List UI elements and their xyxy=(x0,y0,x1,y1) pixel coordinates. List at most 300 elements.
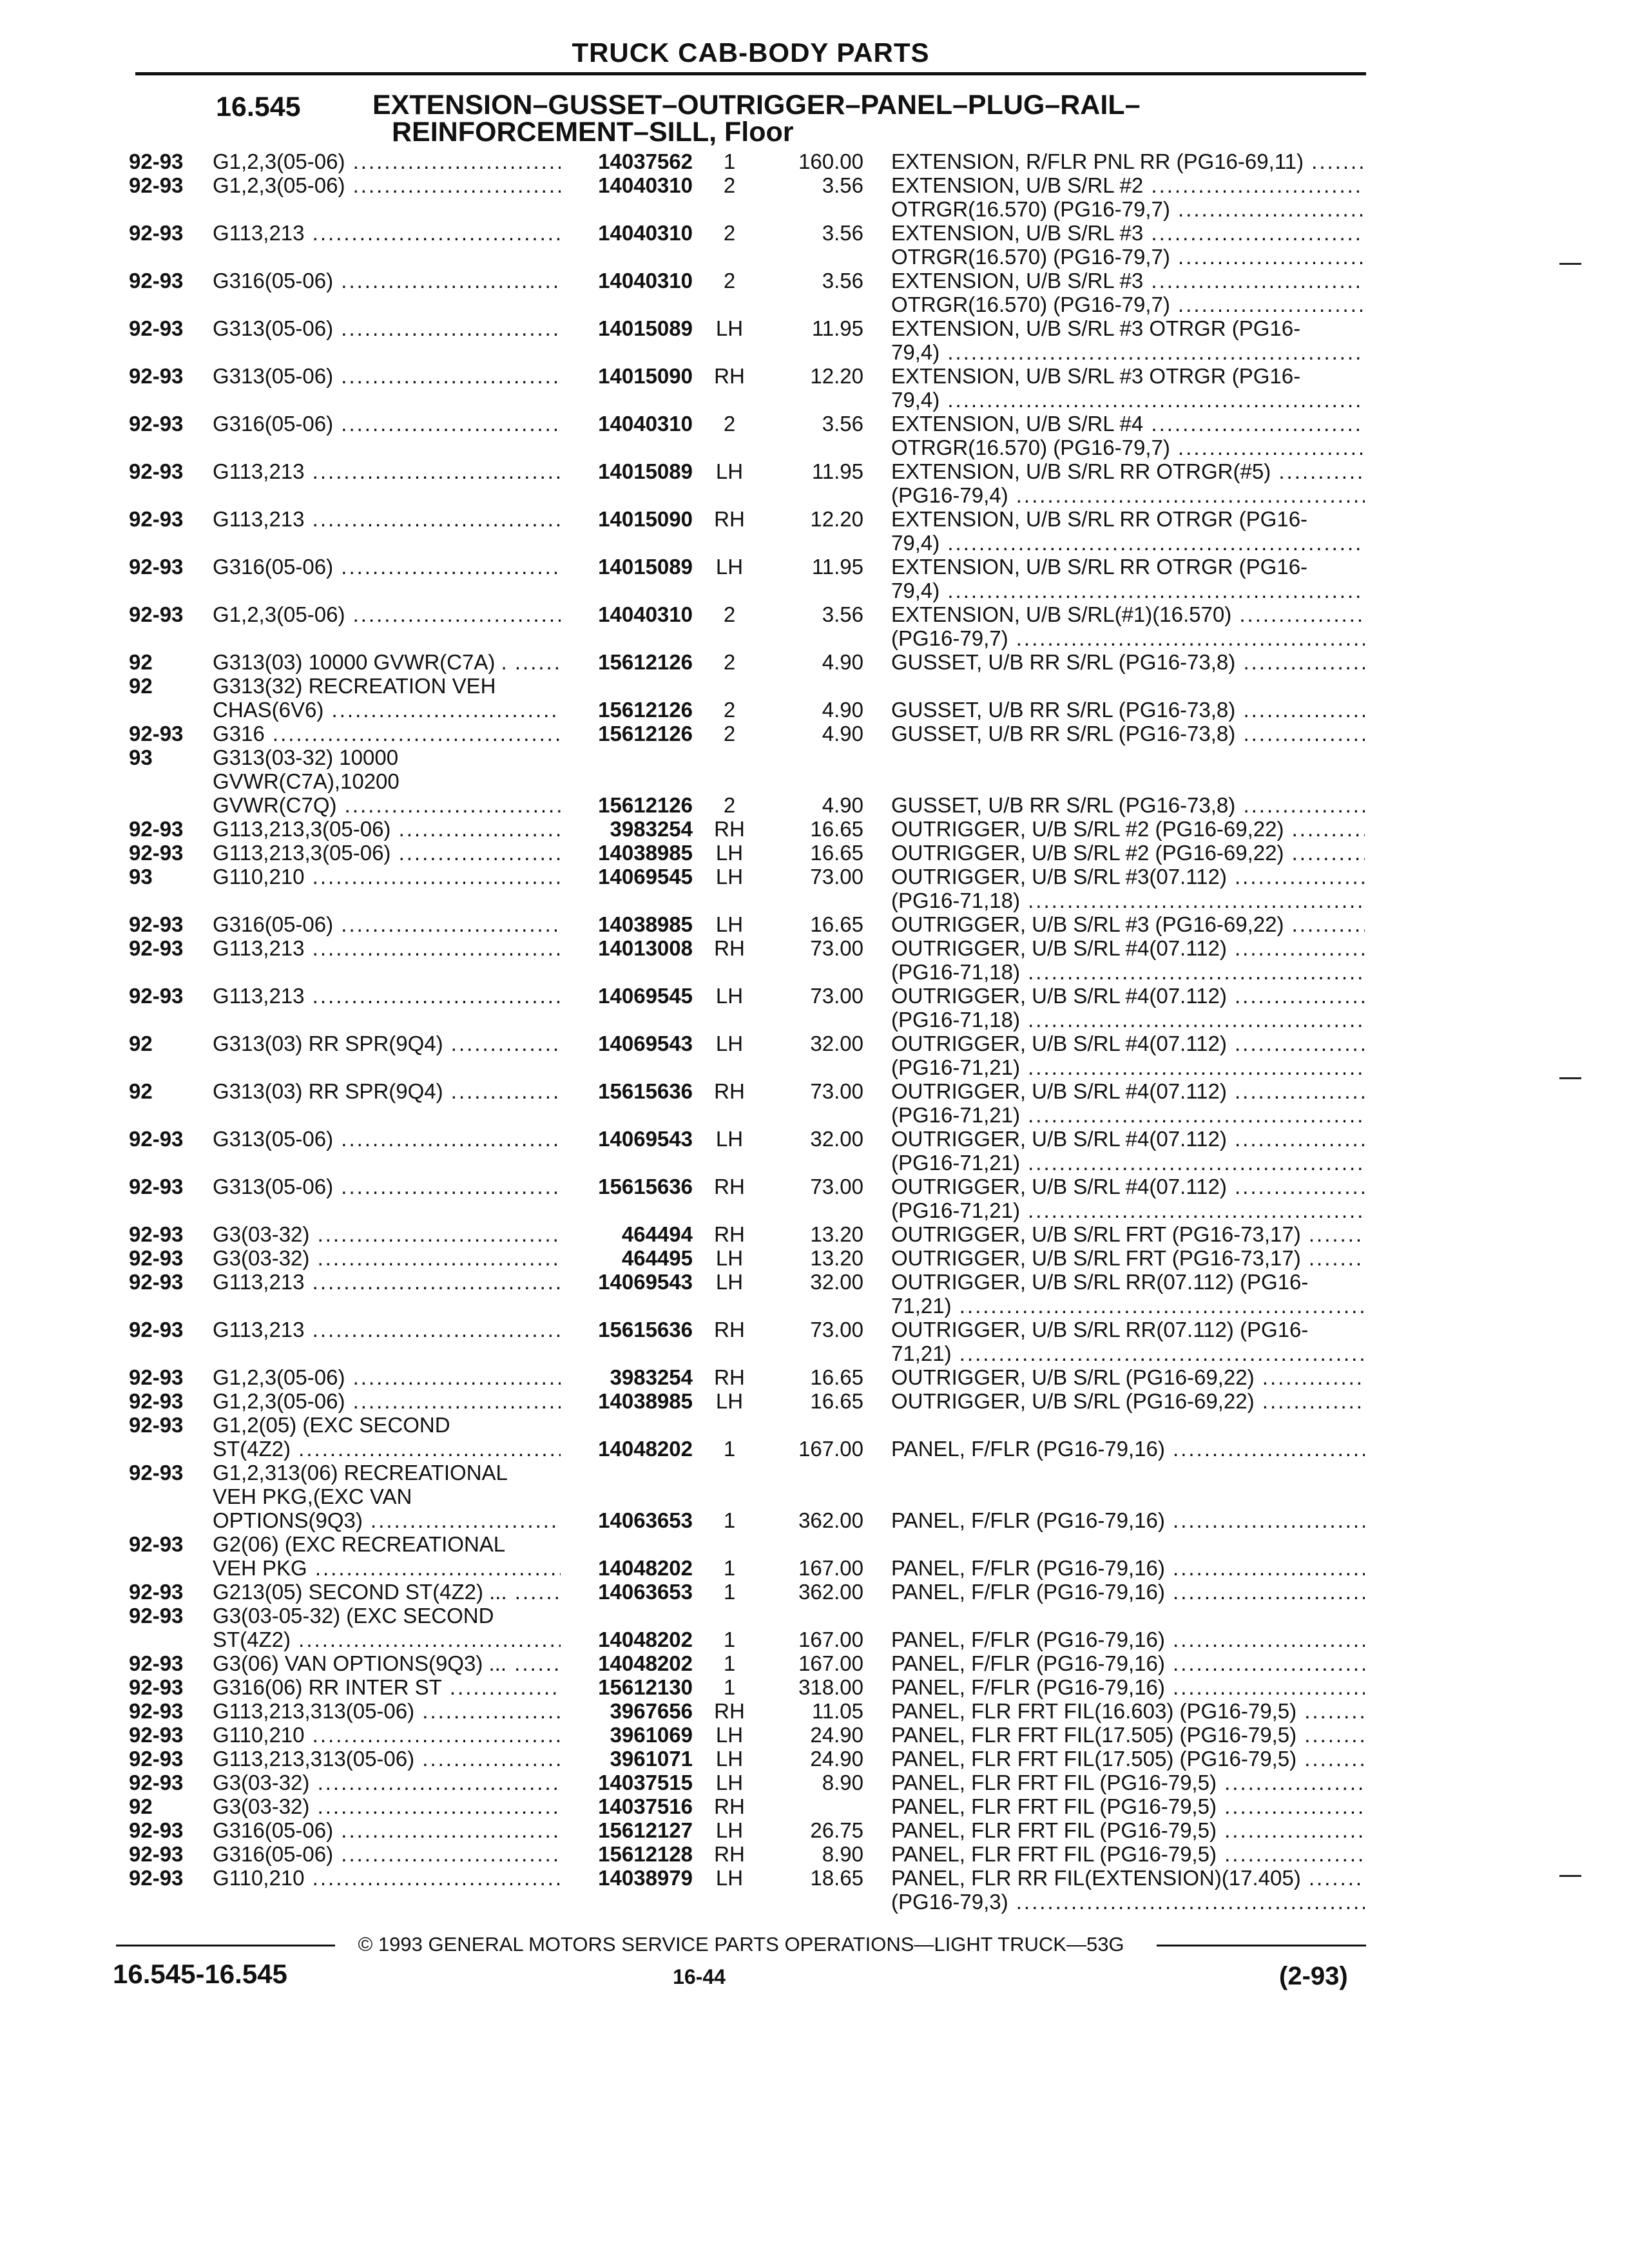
table-row xyxy=(0,1604,1629,1628)
table-row xyxy=(0,745,1629,769)
table-row xyxy=(0,388,1629,412)
row-part-number: 14038985 xyxy=(598,841,693,865)
row-description: PANEL, FLR FRT FIL(17.505) (PG16-79,5) ..... xyxy=(891,1723,1365,1747)
row-description: (PG16-79,3) ..... xyxy=(891,1890,1365,1914)
row-description: EXTENSION, U/B S/RL RR OTRGR (PG16- xyxy=(891,507,1308,531)
row-description: PANEL, FLR FRT FIL(16.603) (PG16-79,5) ..... xyxy=(891,1699,1365,1723)
section-number: 16.545 xyxy=(216,91,301,122)
row-year: 92-93 xyxy=(129,912,184,936)
row-description: (PG16-71,18) ..... xyxy=(891,960,1365,984)
row-description: OUTRIGGER, U/B S/RL FRT (PG16-73,17) ..... xyxy=(891,1246,1365,1270)
row-year: 92-93 xyxy=(129,841,184,865)
row-year: 92-93 xyxy=(129,149,184,173)
row-part-number: 15615636 xyxy=(598,1318,693,1341)
row-description: OUTRIGGER, U/B S/RL RR(07.112) (PG16- xyxy=(891,1270,1309,1294)
row-part-number: 14069543 xyxy=(598,1270,693,1294)
row-model: G110,210 ..... xyxy=(213,865,561,889)
table-row xyxy=(0,1175,1629,1198)
row-quantity: LH xyxy=(715,1866,744,1890)
row-description: PANEL, F/FLR (PG16-79,16) ..... xyxy=(891,1437,1365,1461)
row-description: GUSSET, U/B RR S/RL (PG16-73,8) ..... xyxy=(891,698,1365,722)
table-row xyxy=(0,1294,1629,1318)
section-title xyxy=(372,91,1141,146)
row-quantity: 1 xyxy=(723,1556,736,1580)
table-row xyxy=(0,293,1629,316)
row-description: OUTRIGGER, U/B S/RL FRT (PG16-73,17) ..... xyxy=(891,1222,1365,1246)
row-model: G313(03) RR SPR(9Q4) ..... xyxy=(213,1079,561,1103)
row-description: EXTENSION, U/B S/RL #2 ..... xyxy=(891,173,1365,197)
row-model: G110,210 ..... xyxy=(213,1723,561,1747)
row-year: 92-93 xyxy=(129,1580,184,1604)
row-part-number: 15612126 xyxy=(598,698,693,722)
row-description: OUTRIGGER, U/B S/RL #2 (PG16-69,22) ..... xyxy=(891,841,1365,865)
row-price: 160.00 xyxy=(798,149,863,173)
footer-copyright: © 1993 GENERAL MOTORS SERVICE PARTS OPERATIONS—LIGHT TRUCK—53G xyxy=(358,1933,1124,1956)
row-model: OPTIONS(9Q3) ..... xyxy=(213,1508,561,1532)
table-row xyxy=(0,865,1629,889)
row-quantity: 1 xyxy=(723,1675,736,1699)
row-quantity: LH xyxy=(715,984,744,1008)
row-part-number: 14038979 xyxy=(598,1866,693,1890)
row-part-number: 15612127 xyxy=(598,1818,693,1842)
row-description: OTRGR(16.570) (PG16-79,7) ..... xyxy=(891,436,1365,459)
row-price: 16.65 xyxy=(810,817,863,841)
row-part-number: 14015089 xyxy=(598,459,693,483)
row-price: 11.95 xyxy=(811,459,863,483)
row-model: G316(05-06) ..... xyxy=(213,1842,561,1866)
row-model: GVWR(C7A),10200 xyxy=(213,769,400,793)
row-description: EXTENSION, R/FLR PNL RR (PG16-69,11) ..... xyxy=(891,149,1365,173)
row-part-number: 15612130 xyxy=(598,1675,693,1699)
row-price: 11.95 xyxy=(811,555,863,579)
row-description: OUTRIGGER, U/B S/RL #3 (PG16-69,22) ..... xyxy=(891,912,1365,936)
row-model: G313(03) 10000 GVWR(C7A) . ..... xyxy=(213,650,561,674)
row-model: G3(03-05-32) (EXC SECOND xyxy=(213,1604,494,1628)
row-part-number: 14040310 xyxy=(598,173,693,197)
row-year: 92-93 xyxy=(129,555,184,579)
row-quantity: RH xyxy=(714,1842,745,1866)
row-quantity: LH xyxy=(715,1771,744,1794)
table-row xyxy=(0,1723,1629,1747)
row-year: 92 xyxy=(129,1079,153,1103)
row-description: PANEL, FLR FRT FIL (PG16-79,5) ..... xyxy=(891,1771,1365,1794)
row-quantity: LH xyxy=(715,912,744,936)
row-part-number: 464495 xyxy=(621,1246,693,1270)
row-model: G313(05-06) ..... xyxy=(213,316,561,340)
row-description: (PG16-71,21) ..... xyxy=(891,1103,1365,1127)
row-part-number: 3967656 xyxy=(610,1699,693,1723)
row-model: G113,213 ..... xyxy=(213,1318,561,1341)
row-year: 92-93 xyxy=(129,1747,184,1771)
row-part-number: 14015090 xyxy=(598,364,693,388)
row-year: 92-93 xyxy=(129,364,184,388)
row-year: 92-93 xyxy=(129,1270,184,1294)
row-description: OTRGR(16.570) (PG16-79,7) ..... xyxy=(891,293,1365,316)
table-row xyxy=(0,1222,1629,1246)
row-price: 167.00 xyxy=(798,1628,863,1651)
table-row xyxy=(0,245,1629,269)
row-price: 3.56 xyxy=(822,412,863,436)
table-row xyxy=(0,769,1629,793)
row-description: PANEL, FLR FRT FIL (PG16-79,5) ..... xyxy=(891,1794,1365,1818)
table-row xyxy=(0,1771,1629,1794)
row-price: 16.65 xyxy=(810,841,863,865)
row-price: 26.75 xyxy=(810,1818,863,1842)
row-part-number: 14040310 xyxy=(598,602,693,626)
table-row xyxy=(0,269,1629,293)
table-row xyxy=(0,1437,1629,1461)
row-quantity: 1 xyxy=(723,1437,736,1461)
row-description: OUTRIGGER, U/B S/RL #3(07.112) ..... xyxy=(891,865,1365,889)
row-model: ST(4Z2) ..... xyxy=(213,1628,561,1651)
row-quantity: RH xyxy=(714,1365,745,1389)
row-model: G313(03) RR SPR(9Q4) ..... xyxy=(213,1032,561,1055)
row-price: 4.90 xyxy=(822,793,863,817)
row-quantity: LH xyxy=(715,1747,744,1771)
row-description: EXTENSION, U/B S/RL RR OTRGR (PG16- xyxy=(891,555,1308,579)
row-price: 11.05 xyxy=(811,1699,863,1723)
row-description: EXTENSION, U/B S/RL #3 OTRGR (PG16- xyxy=(891,316,1301,340)
row-part-number: 14048202 xyxy=(598,1437,693,1461)
table-row xyxy=(0,1461,1629,1485)
row-part-number: 14048202 xyxy=(598,1651,693,1675)
table-row xyxy=(0,555,1629,579)
row-price: 73.00 xyxy=(810,865,863,889)
row-price: 167.00 xyxy=(798,1556,863,1580)
row-quantity: 2 xyxy=(723,698,736,722)
row-part-number: 14048202 xyxy=(598,1556,693,1580)
row-model: G313(05-06) ..... xyxy=(213,1127,561,1151)
row-quantity: 2 xyxy=(723,722,736,745)
row-part-number: 14015089 xyxy=(598,555,693,579)
header-rule xyxy=(135,72,1366,75)
row-quantity: RH xyxy=(714,1222,745,1246)
row-year: 92-93 xyxy=(129,1246,184,1270)
row-quantity: LH xyxy=(715,1389,744,1413)
table-row xyxy=(0,602,1629,626)
row-model: G113,213,313(05-06) ..... xyxy=(213,1747,561,1771)
table-row xyxy=(0,1079,1629,1103)
table-row xyxy=(0,1580,1629,1604)
row-year: 92 xyxy=(129,1032,153,1055)
row-model: G316(05-06) ..... xyxy=(213,412,561,436)
row-description: PANEL, F/FLR (PG16-79,16) ..... xyxy=(891,1508,1365,1532)
row-year: 92-93 xyxy=(129,459,184,483)
table-row xyxy=(0,1198,1629,1222)
row-year: 92 xyxy=(129,674,153,698)
row-part-number: 3983254 xyxy=(610,1365,693,1389)
row-model: VEH PKG,(EXC VAN xyxy=(213,1485,412,1508)
row-description: OUTRIGGER, U/B S/RL #4(07.112) ..... xyxy=(891,1079,1365,1103)
row-year: 92-93 xyxy=(129,1389,184,1413)
row-model: G213(05) SECOND ST(4Z2) ... ..... xyxy=(213,1580,561,1604)
row-model: G1,2,3(05-06) ..... xyxy=(213,602,561,626)
row-year: 92-93 xyxy=(129,507,184,531)
row-price: 73.00 xyxy=(810,1318,863,1341)
row-part-number: 3961071 xyxy=(610,1747,693,1771)
table-row xyxy=(0,1842,1629,1866)
row-description: (PG16-79,4) ..... xyxy=(891,483,1365,507)
row-quantity: 2 xyxy=(723,221,736,245)
table-row xyxy=(0,1246,1629,1270)
row-model: G316(05-06) ..... xyxy=(213,912,561,936)
table-row xyxy=(0,1341,1629,1365)
table-row xyxy=(0,459,1629,483)
row-part-number: 14069543 xyxy=(598,1032,693,1055)
table-row xyxy=(0,1747,1629,1771)
row-description: GUSSET, U/B RR S/RL (PG16-73,8) ..... xyxy=(891,793,1365,817)
row-quantity: 1 xyxy=(723,1628,736,1651)
row-model: G110,210 ..... xyxy=(213,1866,561,1890)
row-quantity: RH xyxy=(714,364,745,388)
row-price: 11.95 xyxy=(811,316,863,340)
row-part-number: 14048202 xyxy=(598,1628,693,1651)
row-description: OUTRIGGER, U/B S/RL RR(07.112) (PG16- xyxy=(891,1318,1309,1341)
row-part-number: 14037562 xyxy=(598,149,693,173)
table-row xyxy=(0,483,1629,507)
row-model: VEH PKG ..... xyxy=(213,1556,561,1580)
row-quantity: LH xyxy=(715,459,744,483)
row-model: G316(06) RR INTER ST ..... xyxy=(213,1675,561,1699)
row-description: GUSSET, U/B RR S/RL (PG16-73,8) ..... xyxy=(891,722,1365,745)
row-part-number: 14063653 xyxy=(598,1580,693,1604)
row-price: 13.20 xyxy=(810,1222,863,1246)
row-year: 92-93 xyxy=(129,316,184,340)
row-model: G313(32) RECREATION VEH xyxy=(213,674,496,698)
row-description: PANEL, F/FLR (PG16-79,16) ..... xyxy=(891,1580,1365,1604)
footer-page-number: 16-44 xyxy=(673,1965,726,1988)
table-row xyxy=(0,936,1629,960)
row-price: 362.00 xyxy=(798,1508,863,1532)
table-row xyxy=(0,817,1629,841)
row-model: G113,213,313(05-06) ..... xyxy=(213,1699,561,1723)
table-row xyxy=(0,1556,1629,1580)
row-model: G316(05-06) ..... xyxy=(213,1818,561,1842)
row-description: EXTENSION, U/B S/RL #3 OTRGR (PG16- xyxy=(891,364,1301,388)
row-quantity: 2 xyxy=(723,650,736,674)
table-row xyxy=(0,340,1629,364)
margin-mark xyxy=(1559,1077,1581,1079)
row-description: PANEL, FLR FRT FIL(17.505) (PG16-79,5) ..... xyxy=(891,1747,1365,1771)
table-row xyxy=(0,1699,1629,1723)
row-quantity: 2 xyxy=(723,412,736,436)
table-row xyxy=(0,626,1629,650)
row-year: 92-93 xyxy=(129,1818,184,1842)
row-quantity: LH xyxy=(715,1246,744,1270)
row-model: CHAS(6V6) ..... xyxy=(213,698,561,722)
row-model: G1,2,313(06) RECREATIONAL xyxy=(213,1461,508,1485)
row-price: 3.56 xyxy=(822,269,863,293)
row-quantity: 2 xyxy=(723,173,736,197)
row-part-number: 464494 xyxy=(621,1222,693,1246)
row-model: GVWR(C7Q) ..... xyxy=(213,793,561,817)
row-year: 92-93 xyxy=(129,1699,184,1723)
row-quantity: 1 xyxy=(723,1580,736,1604)
row-price: 167.00 xyxy=(798,1651,863,1675)
row-model: G3(03-32) ..... xyxy=(213,1246,561,1270)
row-description: PANEL, F/FLR (PG16-79,16) ..... xyxy=(891,1651,1365,1675)
table-row xyxy=(0,1794,1629,1818)
row-price: 18.65 xyxy=(810,1866,863,1890)
row-model: G3(06) VAN OPTIONS(9Q3) ... ..... xyxy=(213,1651,561,1675)
table-row xyxy=(0,960,1629,984)
row-description: OUTRIGGER, U/B S/RL #4(07.112) ..... xyxy=(891,1127,1365,1151)
row-price: 32.00 xyxy=(810,1032,863,1055)
table-row xyxy=(0,412,1629,436)
table-row xyxy=(0,436,1629,459)
row-price: 3.56 xyxy=(822,602,863,626)
footer-section-range: 16.545-16.545 xyxy=(113,1959,287,1989)
row-year: 92-93 xyxy=(129,1532,184,1556)
row-year: 92-93 xyxy=(129,1604,184,1628)
row-description: OUTRIGGER, U/B S/RL #4(07.112) ..... xyxy=(891,936,1365,960)
row-price: 12.20 xyxy=(810,507,863,531)
row-year: 93 xyxy=(129,745,153,769)
table-row xyxy=(0,1151,1629,1175)
table-row xyxy=(0,1389,1629,1413)
table-row xyxy=(0,1032,1629,1055)
row-quantity: 2 xyxy=(723,602,736,626)
table-row xyxy=(0,507,1629,531)
row-year: 92-93 xyxy=(129,722,184,745)
row-year: 92-93 xyxy=(129,269,184,293)
row-model: G3(03-32) ..... xyxy=(213,1771,561,1794)
table-row xyxy=(0,1413,1629,1437)
row-part-number: 14015089 xyxy=(598,316,693,340)
row-description: OUTRIGGER, U/B S/RL (PG16-69,22) ..... xyxy=(891,1389,1365,1413)
table-row xyxy=(0,698,1629,722)
row-price: 32.00 xyxy=(810,1270,863,1294)
row-model: G313(05-06) ..... xyxy=(213,364,561,388)
row-quantity: LH xyxy=(715,1818,744,1842)
row-part-number: 14063653 xyxy=(598,1508,693,1532)
row-part-number: 14069545 xyxy=(598,984,693,1008)
row-price: 16.65 xyxy=(810,1389,863,1413)
row-description: OUTRIGGER, U/B S/RL #4(07.112) ..... xyxy=(891,984,1365,1008)
row-description: 79,4) ..... xyxy=(891,579,1365,602)
row-year: 92-93 xyxy=(129,1866,184,1890)
row-description: PANEL, FLR FRT FIL (PG16-79,5) ..... xyxy=(891,1818,1365,1842)
row-description: EXTENSION, U/B S/RL(#1)(16.570) ..... xyxy=(891,602,1365,626)
row-quantity: RH xyxy=(714,817,745,841)
table-row xyxy=(0,531,1629,555)
row-model: G113,213 ..... xyxy=(213,507,561,531)
row-model: G1,2,3(05-06) ..... xyxy=(213,1389,561,1413)
row-model: G2(06) (EXC RECREATIONAL xyxy=(213,1532,506,1556)
section-title-line2: REINFORCEMENT–SILL, Floor xyxy=(392,117,794,148)
table-row xyxy=(0,149,1629,173)
row-price: 13.20 xyxy=(810,1246,863,1270)
table-row xyxy=(0,722,1629,745)
row-model: G1,2(05) (EXC SECOND xyxy=(213,1413,450,1437)
row-price: 3.56 xyxy=(822,173,863,197)
row-description: EXTENSION, U/B S/RL #3 ..... xyxy=(891,221,1365,245)
row-description: PANEL, FLR FRT FIL (PG16-79,5) ..... xyxy=(891,1842,1365,1866)
row-quantity: LH xyxy=(715,316,744,340)
table-row xyxy=(0,1103,1629,1127)
row-quantity: LH xyxy=(715,1032,744,1055)
row-description: EXTENSION, U/B S/RL RR OTRGR(#5) ..... xyxy=(891,459,1365,483)
table-row xyxy=(0,1485,1629,1508)
row-part-number: 14040310 xyxy=(598,221,693,245)
row-year: 92-93 xyxy=(129,1461,184,1485)
row-model: G113,213 ..... xyxy=(213,221,561,245)
row-model: G1,2,3(05-06) ..... xyxy=(213,173,561,197)
section-title-line1: EXTENSION–GUSSET–OUTRIGGER–PANEL–PLUG–RAIL– xyxy=(372,90,1141,120)
row-year: 92-93 xyxy=(129,412,184,436)
row-description: 79,4) ..... xyxy=(891,388,1365,412)
row-description: (PG16-79,7) ..... xyxy=(891,626,1365,650)
row-part-number: 3961069 xyxy=(610,1723,693,1747)
row-part-number: 14037516 xyxy=(598,1794,693,1818)
row-part-number: 14038985 xyxy=(598,912,693,936)
row-model: G113,213,3(05-06) ..... xyxy=(213,841,561,865)
row-description: PANEL, F/FLR (PG16-79,16) ..... xyxy=(891,1556,1365,1580)
margin-mark xyxy=(1559,1875,1581,1877)
row-quantity: LH xyxy=(715,841,744,865)
row-year: 92-93 xyxy=(129,1723,184,1747)
row-quantity: RH xyxy=(714,1699,745,1723)
row-quantity: 2 xyxy=(723,269,736,293)
row-quantity: LH xyxy=(715,865,744,889)
table-row xyxy=(0,912,1629,936)
table-row xyxy=(0,1270,1629,1294)
row-description: (PG16-71,21) ..... xyxy=(891,1198,1365,1222)
table-row xyxy=(0,674,1629,698)
row-description: OTRGR(16.570) (PG16-79,7) ..... xyxy=(891,245,1365,269)
row-year: 92-93 xyxy=(129,173,184,197)
row-year: 92-93 xyxy=(129,817,184,841)
row-price: 73.00 xyxy=(810,984,863,1008)
row-price: 12.20 xyxy=(810,364,863,388)
row-model: G313(03-32) 10000 xyxy=(213,745,399,769)
table-row xyxy=(0,889,1629,912)
row-part-number: 14040310 xyxy=(598,412,693,436)
row-model: G1,2,3(05-06) ..... xyxy=(213,149,561,173)
row-year: 92-93 xyxy=(129,1771,184,1794)
row-year: 92-93 xyxy=(129,936,184,960)
row-part-number: 15615636 xyxy=(598,1079,693,1103)
table-row xyxy=(0,1628,1629,1651)
table-row xyxy=(0,1055,1629,1079)
table-row xyxy=(0,1651,1629,1675)
row-description: OTRGR(16.570) (PG16-79,7) ..... xyxy=(891,197,1365,221)
row-price: 73.00 xyxy=(810,1175,863,1198)
row-model: G113,213 ..... xyxy=(213,1270,561,1294)
row-quantity: 1 xyxy=(723,1508,736,1532)
row-model: G316(05-06) ..... xyxy=(213,269,561,293)
row-model: G316(05-06) ..... xyxy=(213,555,561,579)
table-row xyxy=(0,793,1629,817)
row-year: 92-93 xyxy=(129,1365,184,1389)
table-row xyxy=(0,1508,1629,1532)
row-part-number: 15612126 xyxy=(598,793,693,817)
table-row xyxy=(0,1127,1629,1151)
row-quantity: LH xyxy=(715,555,744,579)
row-description: OUTRIGGER, U/B S/RL (PG16-69,22) ..... xyxy=(891,1365,1365,1389)
row-part-number: 14040310 xyxy=(598,269,693,293)
row-model: G113,213,3(05-06) ..... xyxy=(213,817,561,841)
row-part-number: 15612126 xyxy=(598,650,693,674)
row-price: 32.00 xyxy=(810,1127,863,1151)
table-row xyxy=(0,1675,1629,1699)
row-quantity: RH xyxy=(714,1079,745,1103)
table-row xyxy=(0,984,1629,1008)
row-part-number: 15612126 xyxy=(598,722,693,745)
row-description: (PG16-71,21) ..... xyxy=(891,1055,1365,1079)
row-description: GUSSET, U/B RR S/RL (PG16-73,8) ..... xyxy=(891,650,1365,674)
row-year: 92-93 xyxy=(129,1318,184,1341)
